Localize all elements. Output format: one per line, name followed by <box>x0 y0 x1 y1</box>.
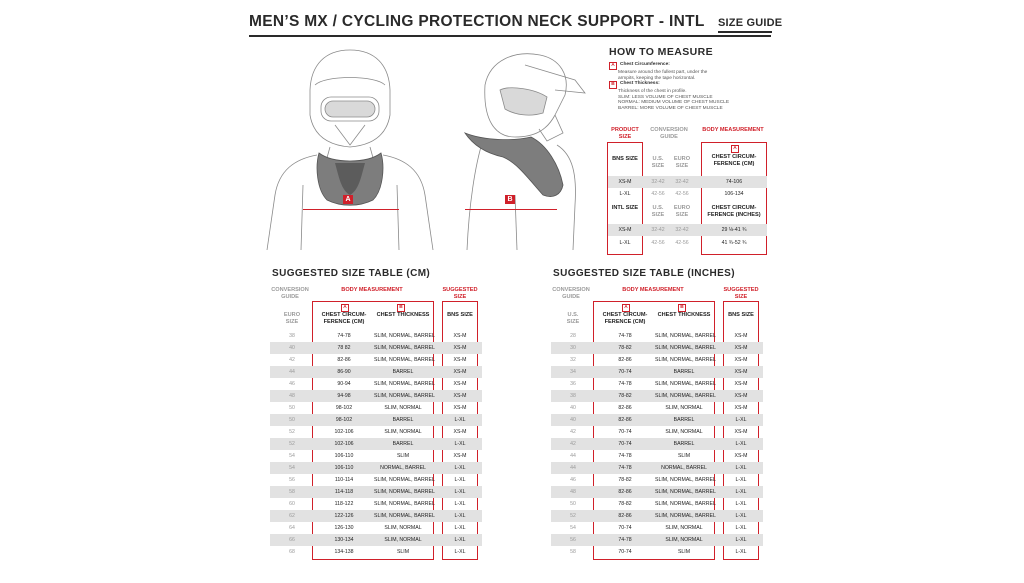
page-title: MEN’S MX / CYCLING PROTECTION NECK SUPPORT - INTL <box>249 13 705 30</box>
size-cell: 58 <box>289 489 295 495</box>
size-table-cm-rows <box>270 330 482 560</box>
table-row <box>270 342 482 354</box>
col-bns-size: BNS SIZE <box>728 312 754 318</box>
table-row <box>551 534 763 546</box>
conversion-guide-header: CONVERSION GUIDE <box>552 287 590 300</box>
size-cell: 54 <box>289 453 295 459</box>
suggested-size-cell: L-XL <box>735 417 747 423</box>
size-cell: 56 <box>289 477 295 483</box>
table-row <box>551 522 763 534</box>
chest-circumference-cell: 78-82 <box>618 393 632 399</box>
marker-b: B <box>505 195 515 204</box>
conversion-cell: L-XL <box>619 191 631 197</box>
size-cell: 42 <box>289 357 295 363</box>
chest-thickness-cell: SLIM, NORMAL, BARREL <box>374 345 435 351</box>
table-row <box>270 486 482 498</box>
conversion-cell: 74-106 <box>725 179 743 185</box>
chest-circumference-cell: 74-78 <box>337 333 351 339</box>
chest-thickness-cell: SLIM, NORMAL, BARREL <box>374 477 435 483</box>
size-cell: 54 <box>289 465 295 471</box>
size-guide-underline <box>718 31 772 33</box>
table-row <box>551 366 763 378</box>
suggested-size-cell: L-XL <box>735 501 747 507</box>
size-cell: 64 <box>289 525 295 531</box>
conversion-cell: L-XL <box>619 240 631 246</box>
chest-circumference-cell: 114-118 <box>334 489 354 495</box>
chest-circumference-cell: 126-130 <box>334 525 354 531</box>
size-table-cm <box>270 285 482 560</box>
size-cell: 44 <box>570 465 576 471</box>
conversion-cell: 32-42 <box>651 227 665 233</box>
table-row <box>551 414 763 426</box>
chest-circumference-cell: 118-122 <box>334 501 354 507</box>
suggested-size-cell: XS-M <box>453 345 467 351</box>
suggested-size-cell: XS-M <box>734 393 748 399</box>
front-rider-illustration <box>255 45 445 255</box>
size-cell: 46 <box>570 477 576 483</box>
size-cell: 48 <box>570 489 576 495</box>
conversion-cell: 106-134 <box>724 191 744 197</box>
chest-circumference-cell: 86-90 <box>337 369 351 375</box>
size-table-inches-rows <box>551 330 763 560</box>
measure-line-b <box>465 209 557 210</box>
suggested-size-cell: XS-M <box>453 333 467 339</box>
instruction-b-line: SLIM: LESS VOLUME OF CHEST MUSCLE <box>618 94 713 100</box>
suggested-size-cell: L-XL <box>735 441 747 447</box>
chest-circumference-cell: 98-102 <box>335 405 353 411</box>
chest-thickness-cell: SLIM, NORMAL <box>384 525 422 531</box>
conversion-cell: 42-56 <box>651 191 665 197</box>
suggested-size-cell: XS-M <box>453 453 467 459</box>
chest-thickness-cell: BARREL <box>392 417 414 423</box>
size-table-inches-title: SUGGESTED SIZE TABLE (INCHES) <box>553 268 735 279</box>
size-cell: 42 <box>570 429 576 435</box>
col-euro-size: EURO SIZE <box>673 156 691 169</box>
col-chest-thickness: CHEST THICKNESS <box>376 312 430 318</box>
chest-thickness-cell: BARREL <box>392 369 414 375</box>
suggested-size-cell: XS-M <box>734 345 748 351</box>
suggested-size-cell: L-XL <box>735 477 747 483</box>
table-row <box>270 366 482 378</box>
col-intl-size: INTL SIZE <box>611 205 639 211</box>
chest-circumference-cell: 70-74 <box>618 441 632 447</box>
table-row <box>270 402 482 414</box>
col-us-size: U.S. SIZE <box>651 156 665 169</box>
chest-thickness-cell: SLIM, NORMAL, BARREL <box>655 357 716 363</box>
suggested-size-cell: XS-M <box>453 393 467 399</box>
table-row <box>551 474 763 486</box>
table-row <box>270 498 482 510</box>
conversion-cell: 42-56 <box>675 240 689 246</box>
suggested-size-cell: XS-M <box>734 429 748 435</box>
chest-thickness-cell: SLIM, NORMAL, BARREL <box>655 381 716 387</box>
chest-thickness-cell: SLIM, NORMAL <box>665 429 703 435</box>
conversion-table <box>607 127 772 255</box>
chest-circumference-cell: 78 82 <box>337 345 351 351</box>
chest-thickness-cell: SLIM, NORMAL, BARREL <box>655 501 716 507</box>
side-rider-illustration <box>455 45 605 255</box>
chest-circumference-cell: 78-82 <box>618 345 632 351</box>
size-cell: 50 <box>289 405 295 411</box>
size-cell: 36 <box>570 381 576 387</box>
instruction-b <box>609 81 769 111</box>
instruction-a-line: armpits, keeping the tape horizontal. <box>618 75 696 81</box>
table-row <box>551 462 763 474</box>
suggested-size-cell: XS-M <box>734 333 748 339</box>
size-cell: 52 <box>570 513 576 519</box>
chest-circumference-cell: 74-78 <box>618 333 632 339</box>
conversion-cell: 32-42 <box>651 179 665 185</box>
chest-thickness-cell: SLIM, NORMAL, BARREL <box>655 333 716 339</box>
instruction-b-line: NORMAL: MEDIUM VOLUME OF CHEST MUSCLE <box>618 100 730 106</box>
chest-circumference-cell: 134-138 <box>334 549 354 555</box>
chest-circumference-cell: 94-98 <box>337 393 351 399</box>
chest-thickness-cell: SLIM, NORMAL, BARREL <box>655 513 716 519</box>
chest-thickness-cell: SLIM, NORMAL, BARREL <box>374 513 435 519</box>
table-row <box>551 402 763 414</box>
size-cell: 56 <box>570 537 576 543</box>
col-chest-cm: CHEST CIRCUM-FERENCE (CM) <box>711 154 757 167</box>
col-bns-size: BNS SIZE <box>612 156 638 162</box>
chest-thickness-cell: SLIM, NORMAL, BARREL <box>374 489 435 495</box>
size-cell: 34 <box>570 369 576 375</box>
table-row <box>551 378 763 390</box>
chest-circumference-cell: 82-86 <box>618 357 632 363</box>
size-cell: 52 <box>289 429 295 435</box>
suggested-size-header: SUGGESTED SIZE <box>723 287 759 300</box>
size-cell: 54 <box>570 525 576 531</box>
size-table-inches <box>551 285 763 560</box>
size-cell: 46 <box>289 381 295 387</box>
col-us-size: U.S. SIZE <box>566 312 580 325</box>
chest-circumference-cell: 74-78 <box>618 453 632 459</box>
chest-circumference-cell: 82-86 <box>618 489 632 495</box>
size-cell: 40 <box>570 417 576 423</box>
badge-b-icon: B <box>609 81 617 89</box>
chest-thickness-cell: SLIM, NORMAL <box>384 405 422 411</box>
chest-circumference-cell: 70-74 <box>618 549 632 555</box>
suggested-size-cell: XS-M <box>734 381 748 387</box>
chest-thickness-cell: SLIM, NORMAL <box>665 525 703 531</box>
suggested-size-cell: L-XL <box>454 465 466 471</box>
body-measurement-header: BODY MEASUREMENT <box>702 127 764 133</box>
chest-thickness-cell: SLIM, NORMAL, BARREL <box>374 333 435 339</box>
chest-thickness-cell: SLIM, NORMAL <box>384 429 422 435</box>
suggested-size-cell: L-XL <box>454 513 466 519</box>
suggested-size-cell: L-XL <box>735 513 747 519</box>
marker-a: A <box>343 195 353 204</box>
suggested-size-header: SUGGESTED SIZE <box>442 287 478 300</box>
conversion-cell: 42-56 <box>675 191 689 197</box>
chest-circumference-cell: 82-86 <box>618 513 632 519</box>
suggested-size-cell: L-XL <box>454 537 466 543</box>
conversion-cell: 42-56 <box>651 240 665 246</box>
suggested-size-cell: XS-M <box>453 405 467 411</box>
chest-circumference-cell: 98-102 <box>335 417 353 423</box>
size-cell: 58 <box>570 549 576 555</box>
table-row <box>551 546 763 558</box>
table-row <box>270 510 482 522</box>
suggested-size-cell: XS-M <box>453 369 467 375</box>
instruction-b-line: Thickness of the chest in profile. <box>618 89 687 94</box>
size-cell: 40 <box>289 345 295 351</box>
table-row <box>270 546 482 558</box>
suggested-size-cell: L-XL <box>454 477 466 483</box>
chest-thickness-cell: SLIM <box>396 549 410 555</box>
table-row <box>270 522 482 534</box>
chest-thickness-cell: SLIM, NORMAL, BARREL <box>655 489 716 495</box>
chest-thickness-cell: BARREL <box>673 369 695 375</box>
chest-thickness-cell: BARREL <box>392 441 414 447</box>
chest-circumference-cell: 74-78 <box>618 537 632 543</box>
chest-circumference-cell: 74-78 <box>618 465 632 471</box>
size-cell: 28 <box>570 333 576 339</box>
suggested-size-cell: XS-M <box>734 453 748 459</box>
table-row <box>270 330 482 342</box>
chest-thickness-cell: SLIM <box>396 453 410 459</box>
chest-thickness-cell: SLIM, NORMAL, BARREL <box>655 477 716 483</box>
suggested-size-cell: XS-M <box>453 357 467 363</box>
instruction-b-title: Chest Thickness: <box>620 81 660 86</box>
size-cell: 62 <box>289 513 295 519</box>
table-row <box>551 426 763 438</box>
conversion-guide-header: CONVERSION GUIDE <box>650 127 688 140</box>
col-euro-size: EURO SIZE <box>673 205 691 218</box>
suggested-size-cell: L-XL <box>735 489 747 495</box>
suggested-size-cell: XS-M <box>453 381 467 387</box>
body-measurement-header: BODY MEASUREMENT <box>341 287 403 293</box>
size-cell: 44 <box>570 453 576 459</box>
conversion-cell: XS-M <box>618 227 632 233</box>
chest-circumference-cell: 78-82 <box>618 501 632 507</box>
suggested-size-cell: L-XL <box>454 549 466 555</box>
table-row <box>270 378 482 390</box>
table-row <box>551 438 763 450</box>
conversion-cell: 32-42 <box>675 227 689 233</box>
chest-thickness-cell: SLIM, NORMAL, BARREL <box>655 393 716 399</box>
table-row <box>551 486 763 498</box>
size-cell: 52 <box>289 441 295 447</box>
suggested-size-cell: L-XL <box>735 549 747 555</box>
size-cell: 30 <box>570 345 576 351</box>
size-cell: 42 <box>570 441 576 447</box>
chest-circumference-cell: 130-134 <box>334 537 354 543</box>
size-cell: 68 <box>289 549 295 555</box>
chest-thickness-cell: SLIM <box>677 453 691 459</box>
table-row <box>551 342 763 354</box>
suggested-size-cell: XS-M <box>734 369 748 375</box>
size-table-cm-title: SUGGESTED SIZE TABLE (CM) <box>272 268 431 279</box>
chest-thickness-cell: SLIM, NORMAL, BARREL <box>374 357 435 363</box>
suggested-size-cell: L-XL <box>454 501 466 507</box>
table-row <box>551 390 763 402</box>
col-bns-size: BNS SIZE <box>447 312 473 318</box>
suggested-size-cell: XS-M <box>453 429 467 435</box>
table-row <box>270 438 482 450</box>
conversion-cell: 29 ⅛-41 ¾ <box>721 227 747 233</box>
chest-circumference-cell: 70-74 <box>618 369 632 375</box>
size-guide-label: SIZE GUIDE <box>718 17 783 29</box>
badge-a-icon: A <box>622 304 630 312</box>
size-cell: 44 <box>289 369 295 375</box>
size-cell: 40 <box>570 405 576 411</box>
chest-circumference-cell: 110-114 <box>334 477 354 483</box>
chest-thickness-cell: BARREL <box>673 441 695 447</box>
instruction-a-title: Chest Circumference: <box>620 62 670 67</box>
col-chest-circumference: CHEST CIRCUM-FERENCE (CM) <box>602 312 648 325</box>
chest-circumference-cell: 82-86 <box>337 357 351 363</box>
table-row <box>270 450 482 462</box>
instruction-a-line: Measure around the fullest part, under the <box>618 70 708 75</box>
product-size-header: PRODUCT SIZE <box>611 127 639 140</box>
table-row <box>270 414 482 426</box>
suggested-size-cell: XS-M <box>734 357 748 363</box>
size-cell: 50 <box>289 417 295 423</box>
chest-circumference-cell: 106-110 <box>334 465 354 471</box>
chest-circumference-cell: 74-78 <box>618 381 632 387</box>
table-row <box>270 390 482 402</box>
size-cell: 38 <box>289 333 295 339</box>
instruction-a <box>609 62 769 81</box>
badge-a-icon: A <box>609 62 617 70</box>
chest-thickness-cell: SLIM, NORMAL, BARREL <box>655 345 716 351</box>
suggested-size-cell: L-XL <box>735 525 747 531</box>
badge-b-icon: B <box>397 304 405 312</box>
chest-thickness-cell: SLIM, NORMAL, BARREL <box>374 381 435 387</box>
col-euro-size: EURO SIZE <box>283 312 301 325</box>
chest-thickness-cell: NORMAL, BARREL <box>380 465 426 471</box>
badge-a-icon: A <box>341 304 349 312</box>
suggested-size-cell: L-XL <box>454 489 466 495</box>
chest-circumference-cell: 102-106 <box>334 441 354 447</box>
chest-thickness-cell: SLIM, NORMAL, BARREL <box>374 501 435 507</box>
size-cell: 50 <box>570 501 576 507</box>
col-chest-circumference: CHEST CIRCUM-FERENCE (CM) <box>321 312 367 325</box>
chest-circumference-cell: 102-106 <box>334 429 354 435</box>
chest-thickness-cell: BARREL <box>673 417 695 423</box>
instruction-b-line: BARREL: MORE VOLUME OF CHEST MUSCLE <box>618 105 723 111</box>
suggested-size-cell: L-XL <box>454 417 466 423</box>
chest-circumference-cell: 70-74 <box>618 429 632 435</box>
size-cell: 60 <box>289 501 295 507</box>
table-row <box>551 354 763 366</box>
chest-circumference-cell: 82-86 <box>618 417 632 423</box>
how-to-measure-title: HOW TO MEASURE <box>609 46 713 58</box>
chest-circumference-cell: 122-126 <box>334 513 354 519</box>
suggested-size-cell: L-XL <box>454 441 466 447</box>
chest-thickness-cell: SLIM, NORMAL <box>665 537 703 543</box>
chest-thickness-cell: SLIM, NORMAL <box>665 405 703 411</box>
chest-circumference-cell: 106-110 <box>334 453 354 459</box>
table-row <box>551 510 763 522</box>
suggested-size-cell: L-XL <box>735 537 747 543</box>
table-row <box>551 450 763 462</box>
chest-circumference-cell: 82-86 <box>618 405 632 411</box>
size-cell: 48 <box>289 393 295 399</box>
measure-line-a <box>303 209 399 210</box>
chest-circumference-cell: 70-74 <box>618 525 632 531</box>
chest-thickness-cell: SLIM <box>677 549 691 555</box>
badge-a-icon: A <box>731 145 739 153</box>
table-row <box>270 426 482 438</box>
chest-thickness-cell: NORMAL, BARREL <box>661 465 707 471</box>
table-row <box>551 330 763 342</box>
suggested-size-cell: L-XL <box>454 525 466 531</box>
chest-thickness-cell: SLIM, NORMAL, BARREL <box>374 393 435 399</box>
col-chest-thickness: CHEST THICKNESS <box>657 312 711 318</box>
size-cell: 66 <box>289 537 295 543</box>
badge-b-icon: B <box>678 304 686 312</box>
table-row <box>270 474 482 486</box>
size-cell: 32 <box>570 357 576 363</box>
col-us-size: U.S. SIZE <box>651 205 665 218</box>
suggested-size-cell: L-XL <box>735 465 747 471</box>
conversion-cell: XS-M <box>618 179 632 185</box>
col-chest-inches: CHEST CIRCUM-FERENCE (INCHES) <box>707 205 761 218</box>
table-row <box>270 462 482 474</box>
chest-circumference-cell: 78-82 <box>618 477 632 483</box>
table-row <box>270 534 482 546</box>
conversion-cell: 32-42 <box>675 179 689 185</box>
table-row <box>551 498 763 510</box>
size-cell: 38 <box>570 393 576 399</box>
conversion-cell: 41 ¾-52 ¾ <box>721 240 747 246</box>
chest-thickness-cell: SLIM, NORMAL <box>384 537 422 543</box>
chest-circumference-cell: 90-94 <box>337 381 351 387</box>
body-measurement-header: BODY MEASUREMENT <box>622 287 684 293</box>
table-row <box>270 354 482 366</box>
suggested-size-cell: XS-M <box>734 405 748 411</box>
header-divider <box>249 35 771 37</box>
conversion-guide-header: CONVERSION GUIDE <box>271 287 309 300</box>
